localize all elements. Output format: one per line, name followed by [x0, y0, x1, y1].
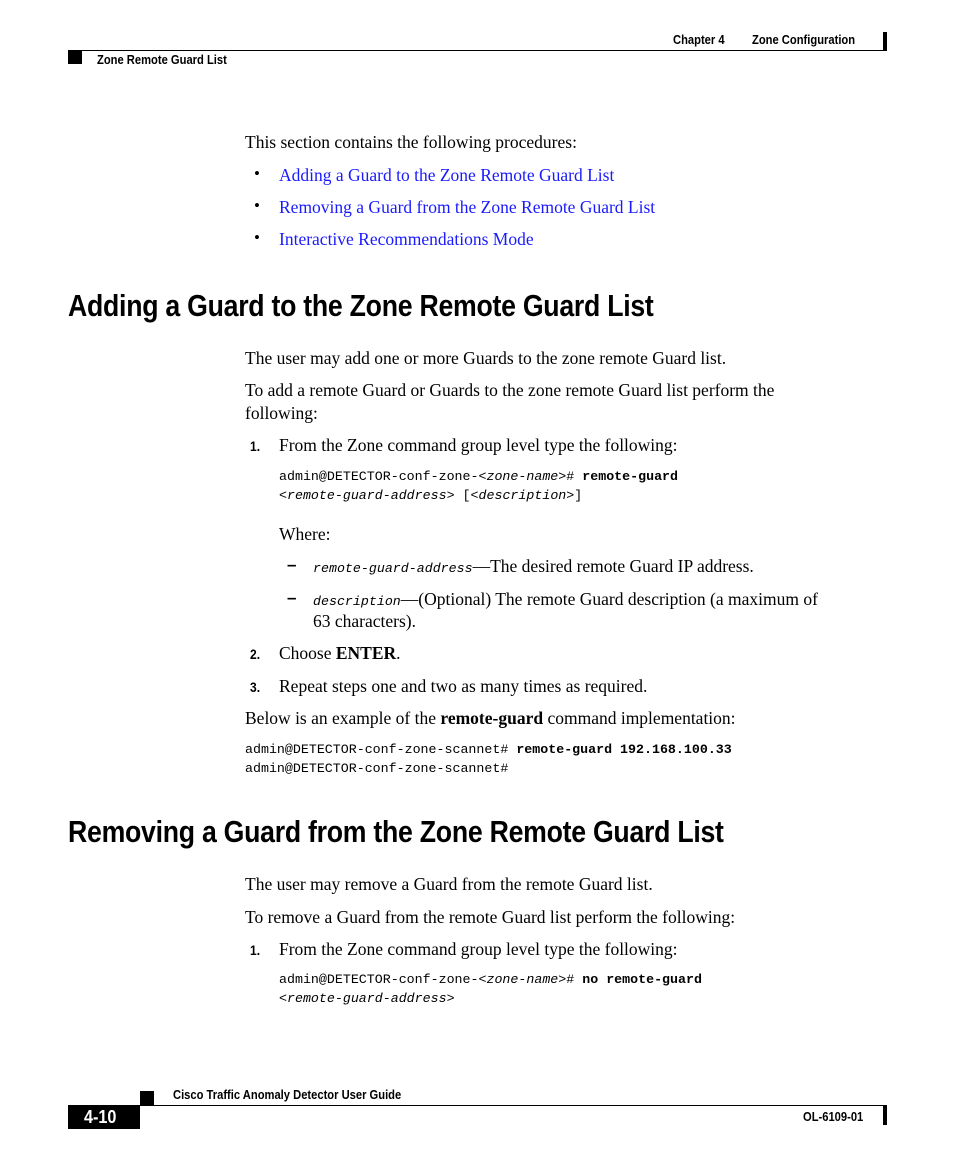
link-interactive-recommendations[interactable]: Interactive Recommendations Mode: [279, 229, 534, 249]
remove-step-1: From the Zone command group level type the following:: [279, 939, 678, 959]
heading-adding-guard: Adding a Guard to the Zone Remote Guard List: [68, 288, 654, 323]
add-command-line-1: admin@DETECTOR-conf-zone-<zone-name># remote-guard: [279, 469, 679, 484]
param-description-line2: 63 characters).: [313, 611, 416, 631]
step-number: 3.: [250, 679, 261, 695]
bullet-icon: •: [254, 228, 260, 247]
step-number: 1.: [250, 438, 261, 454]
remove-paragraph-1: The user may remove a Guard from the remote Guard list.: [245, 874, 653, 894]
footer-guide-title: Cisco Traffic Anomaly Detector User Guide: [173, 1087, 402, 1102]
example-line-2: admin@DETECTOR-conf-zone-scannet#: [245, 761, 509, 776]
dash-marker: –: [287, 588, 297, 607]
header-rule: [68, 50, 887, 51]
link-removing-guard[interactable]: Removing a Guard from the Zone Remote Guard List: [279, 197, 656, 217]
header-chapter: Chapter 4: [673, 32, 725, 47]
step-number: 2.: [250, 646, 261, 662]
step-number: 1.: [250, 942, 261, 958]
heading-removing-guard: Removing a Guard from the Zone Remote Guard List: [68, 814, 724, 849]
link-adding-guard[interactable]: Adding a Guard to the Zone Remote Guard List: [279, 165, 615, 185]
add-paragraph-1: The user may add one or more Guards to the zone remote Guard list.: [245, 348, 727, 368]
footer-right-bar: [883, 1106, 887, 1125]
page-number: 4-10: [84, 1107, 117, 1127]
footer-doc-number: OL-6109-01: [803, 1109, 864, 1124]
footer-left-block: [140, 1091, 154, 1106]
dash-marker: –: [287, 555, 297, 574]
add-paragraph-2-line2: following:: [245, 403, 318, 423]
bullet-icon: •: [254, 196, 260, 215]
param-remote-guard-address: remote-guard-address—The desired remote Guard IP address.: [313, 556, 754, 576]
add-step-2: Choose ENTER.: [279, 643, 401, 663]
header-right-bar: [883, 32, 887, 51]
header-section: Zone Remote Guard List: [97, 52, 227, 67]
add-step-1: From the Zone command group level type the following:: [279, 435, 678, 455]
remove-command-line-1: admin@DETECTOR-conf-zone-<zone-name># no remote-guard: [279, 972, 702, 987]
add-paragraph-2-line1: To add a remote Guard or Guards to the zone remote Guard list perform the: [245, 380, 775, 400]
add-step-3: Repeat steps one and two as many times as required.: [279, 676, 648, 696]
header-left-block: [68, 51, 82, 64]
intro-text: This section contains the following procedures:: [245, 132, 577, 152]
where-label: Where:: [279, 524, 331, 544]
remove-paragraph-2: To remove a Guard from the remote Guard list perform the following:: [245, 907, 736, 927]
header-chapter-title: Zone Configuration: [752, 32, 856, 47]
bullet-icon: •: [254, 164, 260, 183]
remove-command-line-2: <remote-guard-address>: [279, 991, 455, 1006]
example-line-1: admin@DETECTOR-conf-zone-scannet# remote-guard 192.168.100.33: [245, 742, 732, 757]
add-command-line-2: <remote-guard-address> [<description>]: [279, 488, 583, 503]
example-intro: Below is an example of the remote-guard command implementation:: [245, 708, 736, 728]
footer-rule: [68, 1105, 887, 1106]
param-description: description—(Optional) The remote Guard description (a maximum of: [313, 589, 818, 609]
